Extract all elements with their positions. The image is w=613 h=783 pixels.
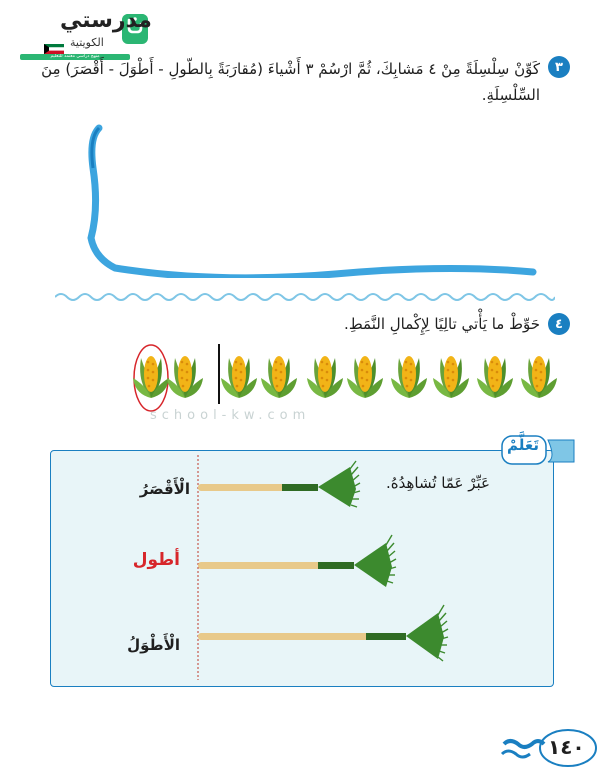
corn-icon	[521, 356, 557, 398]
rake-longer-icon	[198, 535, 396, 587]
logo-name: مدرستي	[60, 8, 152, 33]
kuwait-flag-icon	[44, 39, 64, 49]
corn-icon	[347, 356, 383, 398]
label-longest: الْأَطْوَلُ	[127, 636, 180, 654]
corn-icon	[261, 356, 297, 398]
question-4-number: ٤	[548, 313, 570, 335]
rakes-comparison	[190, 455, 460, 680]
logo-subtitle: الكويتية	[70, 36, 104, 49]
learn-label: تَعَلَّمْ	[507, 436, 539, 454]
label-longer: أطول	[132, 550, 180, 570]
corn-icon[interactable]	[133, 356, 169, 398]
corn-pattern-row	[125, 340, 565, 415]
corn-icon	[477, 356, 513, 398]
wave-divider	[55, 288, 555, 300]
learn-instruction: عَبِّرْ عَمّا تُشاهِدُهُ.	[385, 474, 490, 492]
book-icon	[548, 440, 574, 462]
corn-icon	[433, 356, 469, 398]
corn-icon	[391, 356, 427, 398]
corn-icon	[307, 356, 343, 398]
corn-icon	[221, 356, 257, 398]
question-4-text: حَوِّطْ ما يَأْتي تالِيًا لِإِكْمالِ النَّمَطِ.	[344, 315, 540, 333]
question-3-text-line2: السِّلْسِلَةِ.	[481, 86, 540, 104]
rake-short-icon	[198, 461, 360, 507]
question-3-text-line1: كَوِّنْ سِلْسِلَةً مِنْ ٤ مَشابِكَ، ثُمَّ ارْسُمْ ٣ أَشْياءَ (مُقارَبَةً بِالطّولِ - أَطْوَلَ - أَقْصَرَ) مِنَ	[41, 60, 540, 78]
logo-tagline: منهج دراسي معتمد للتعليم	[50, 54, 100, 59]
page-number: ١٤٠	[548, 735, 585, 759]
watermark-text: school-kw.com	[150, 408, 311, 423]
label-shortest: الْأَقْصَرُ	[139, 480, 190, 498]
drawing-area[interactable]	[85, 108, 545, 278]
corn-icon	[167, 356, 203, 398]
question-3-number: ٣	[548, 56, 570, 78]
rake-longest-icon	[198, 605, 448, 661]
